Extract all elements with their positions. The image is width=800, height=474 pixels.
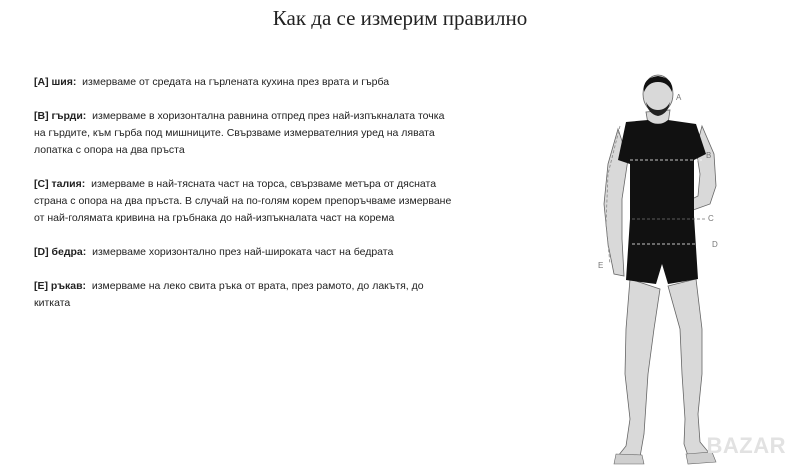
item-chest xyxy=(34,108,454,159)
item-chest-key: [B] гърди: xyxy=(34,110,87,122)
item-neck-text: измерваме от средата на гърлената кухина през врата и гърба xyxy=(82,76,390,88)
item-neck xyxy=(34,74,454,91)
item-waist-key: [C] талия: xyxy=(34,178,86,190)
item-sleeve xyxy=(34,278,454,312)
item-chest-text: измерваме в хоризонтална равнина отпред през най-изпъкналата точка на гърдите, към гърба под мишниците. Свързваме измервателния уред на лявата лопатка с опора на два пръста xyxy=(34,110,445,156)
item-neck-key: [A] шия: xyxy=(34,76,77,88)
item-waist xyxy=(34,176,454,227)
item-sleeve-key: [E] ръкав: xyxy=(34,280,87,292)
page-title: Как да се измерим правилно xyxy=(272,6,528,30)
label-d: D xyxy=(712,240,718,249)
man-figure-icon xyxy=(590,74,740,469)
label-a: A xyxy=(676,93,682,102)
label-b: B xyxy=(706,151,712,160)
label-e: E xyxy=(598,261,604,270)
item-hips-text: измерваме хоризонтално през най-широката част на бедрата xyxy=(92,246,394,258)
bazar-watermark: BAZAR xyxy=(706,433,786,458)
item-waist-text: измерваме в най-тясната част на торса, свързваме метъра от дясната страна с опора на два пръста. В случай на по-голям корем препоръчваме измерване от най-голямата кривина на гръбнака до най-изпъкналата част на корема xyxy=(34,178,452,224)
item-sleeve-text: измерваме на леко свита ръка от врата, през рамото, до лакътя, до китката xyxy=(34,280,424,309)
item-hips-key: [D] бедра: xyxy=(34,246,87,258)
measurement-list xyxy=(34,74,454,329)
label-c: C xyxy=(708,214,714,223)
item-hips xyxy=(34,244,454,261)
